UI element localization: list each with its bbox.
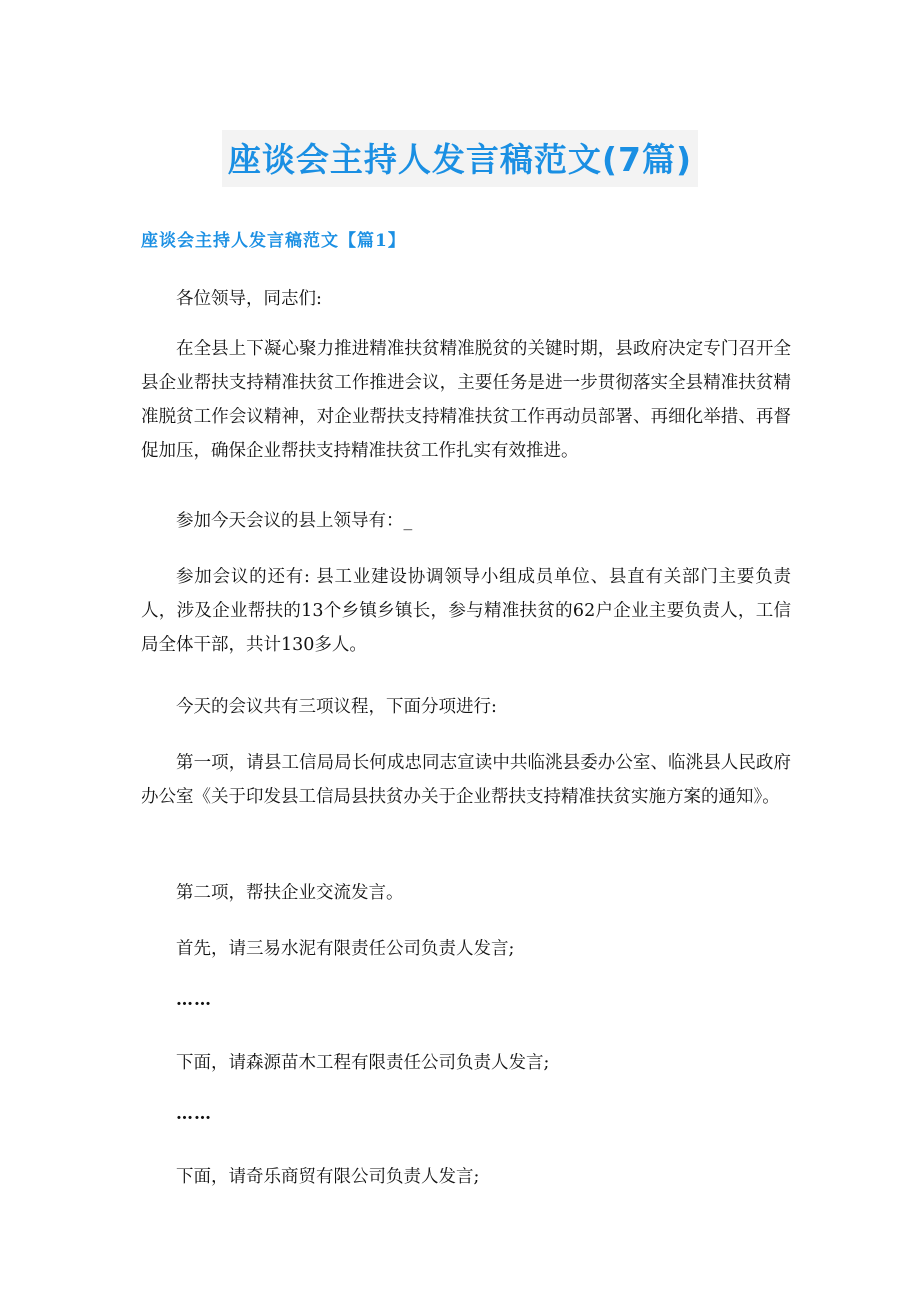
paragraph-greeting: 各位领导，同志们: (176, 289, 322, 309)
paragraph-attendees: 参加会议的还有: 县工业建设协调领导小组成员单位、县直有关部门主要负责人，涉及企业帮扶的13个乡镇乡镇长，参与精准扶贫的62户企业主要负责人，工信局全体干部，共计130多人。 (141, 567, 791, 655)
document-title: 座谈会主持人发言稿范文(7篇) (222, 130, 698, 187)
paragraph-item-two: 第二项，帮扶企业交流发言。 (176, 883, 404, 903)
title-container (0, 130, 920, 187)
ellipsis-1: …… (176, 990, 212, 1010)
paragraph-leaders: 参加今天会议的县上领导有：_ (176, 511, 413, 531)
section-heading: 座谈会主持人发言稿范文【篇1】 (141, 231, 406, 251)
paragraph-item-one: 第一项，请县工信局局长何成忠同志宣读中共临洮县委办公室、临洮县人民政府办公室《关于印发县工信局县扶贫办关于企业帮扶支持精准扶贫实施方案的通知》。 (141, 753, 791, 807)
paragraph-second-speaker: 下面，请森源苗木工程有限责任公司负责人发言; (176, 1053, 550, 1073)
paragraph-agenda: 今天的会议共有三项议程，下面分项进行: (176, 697, 497, 717)
paragraph-first-speaker: 首先，请三易水泥有限责任公司负责人发言; (176, 939, 515, 959)
paragraph-intro: 在全县上下凝心聚力推进精准扶贫精准脱贫的关键时期，县政府决定专门召开全县企业帮扶支持精准扶贫工作推进会议，主要任务是进一步贯彻落实全县精准扶贫精准脱贫工作会议精神，对企业帮扶支持精准扶贫工作再动员部署、再细化举措、再督促加压，确保企业帮扶支持精准扶贫工作扎实有效推进。 (141, 339, 791, 461)
ellipsis-2: …… (176, 1104, 212, 1124)
paragraph-third-speaker: 下面，请奇乐商贸有限公司负责人发言; (176, 1167, 480, 1187)
